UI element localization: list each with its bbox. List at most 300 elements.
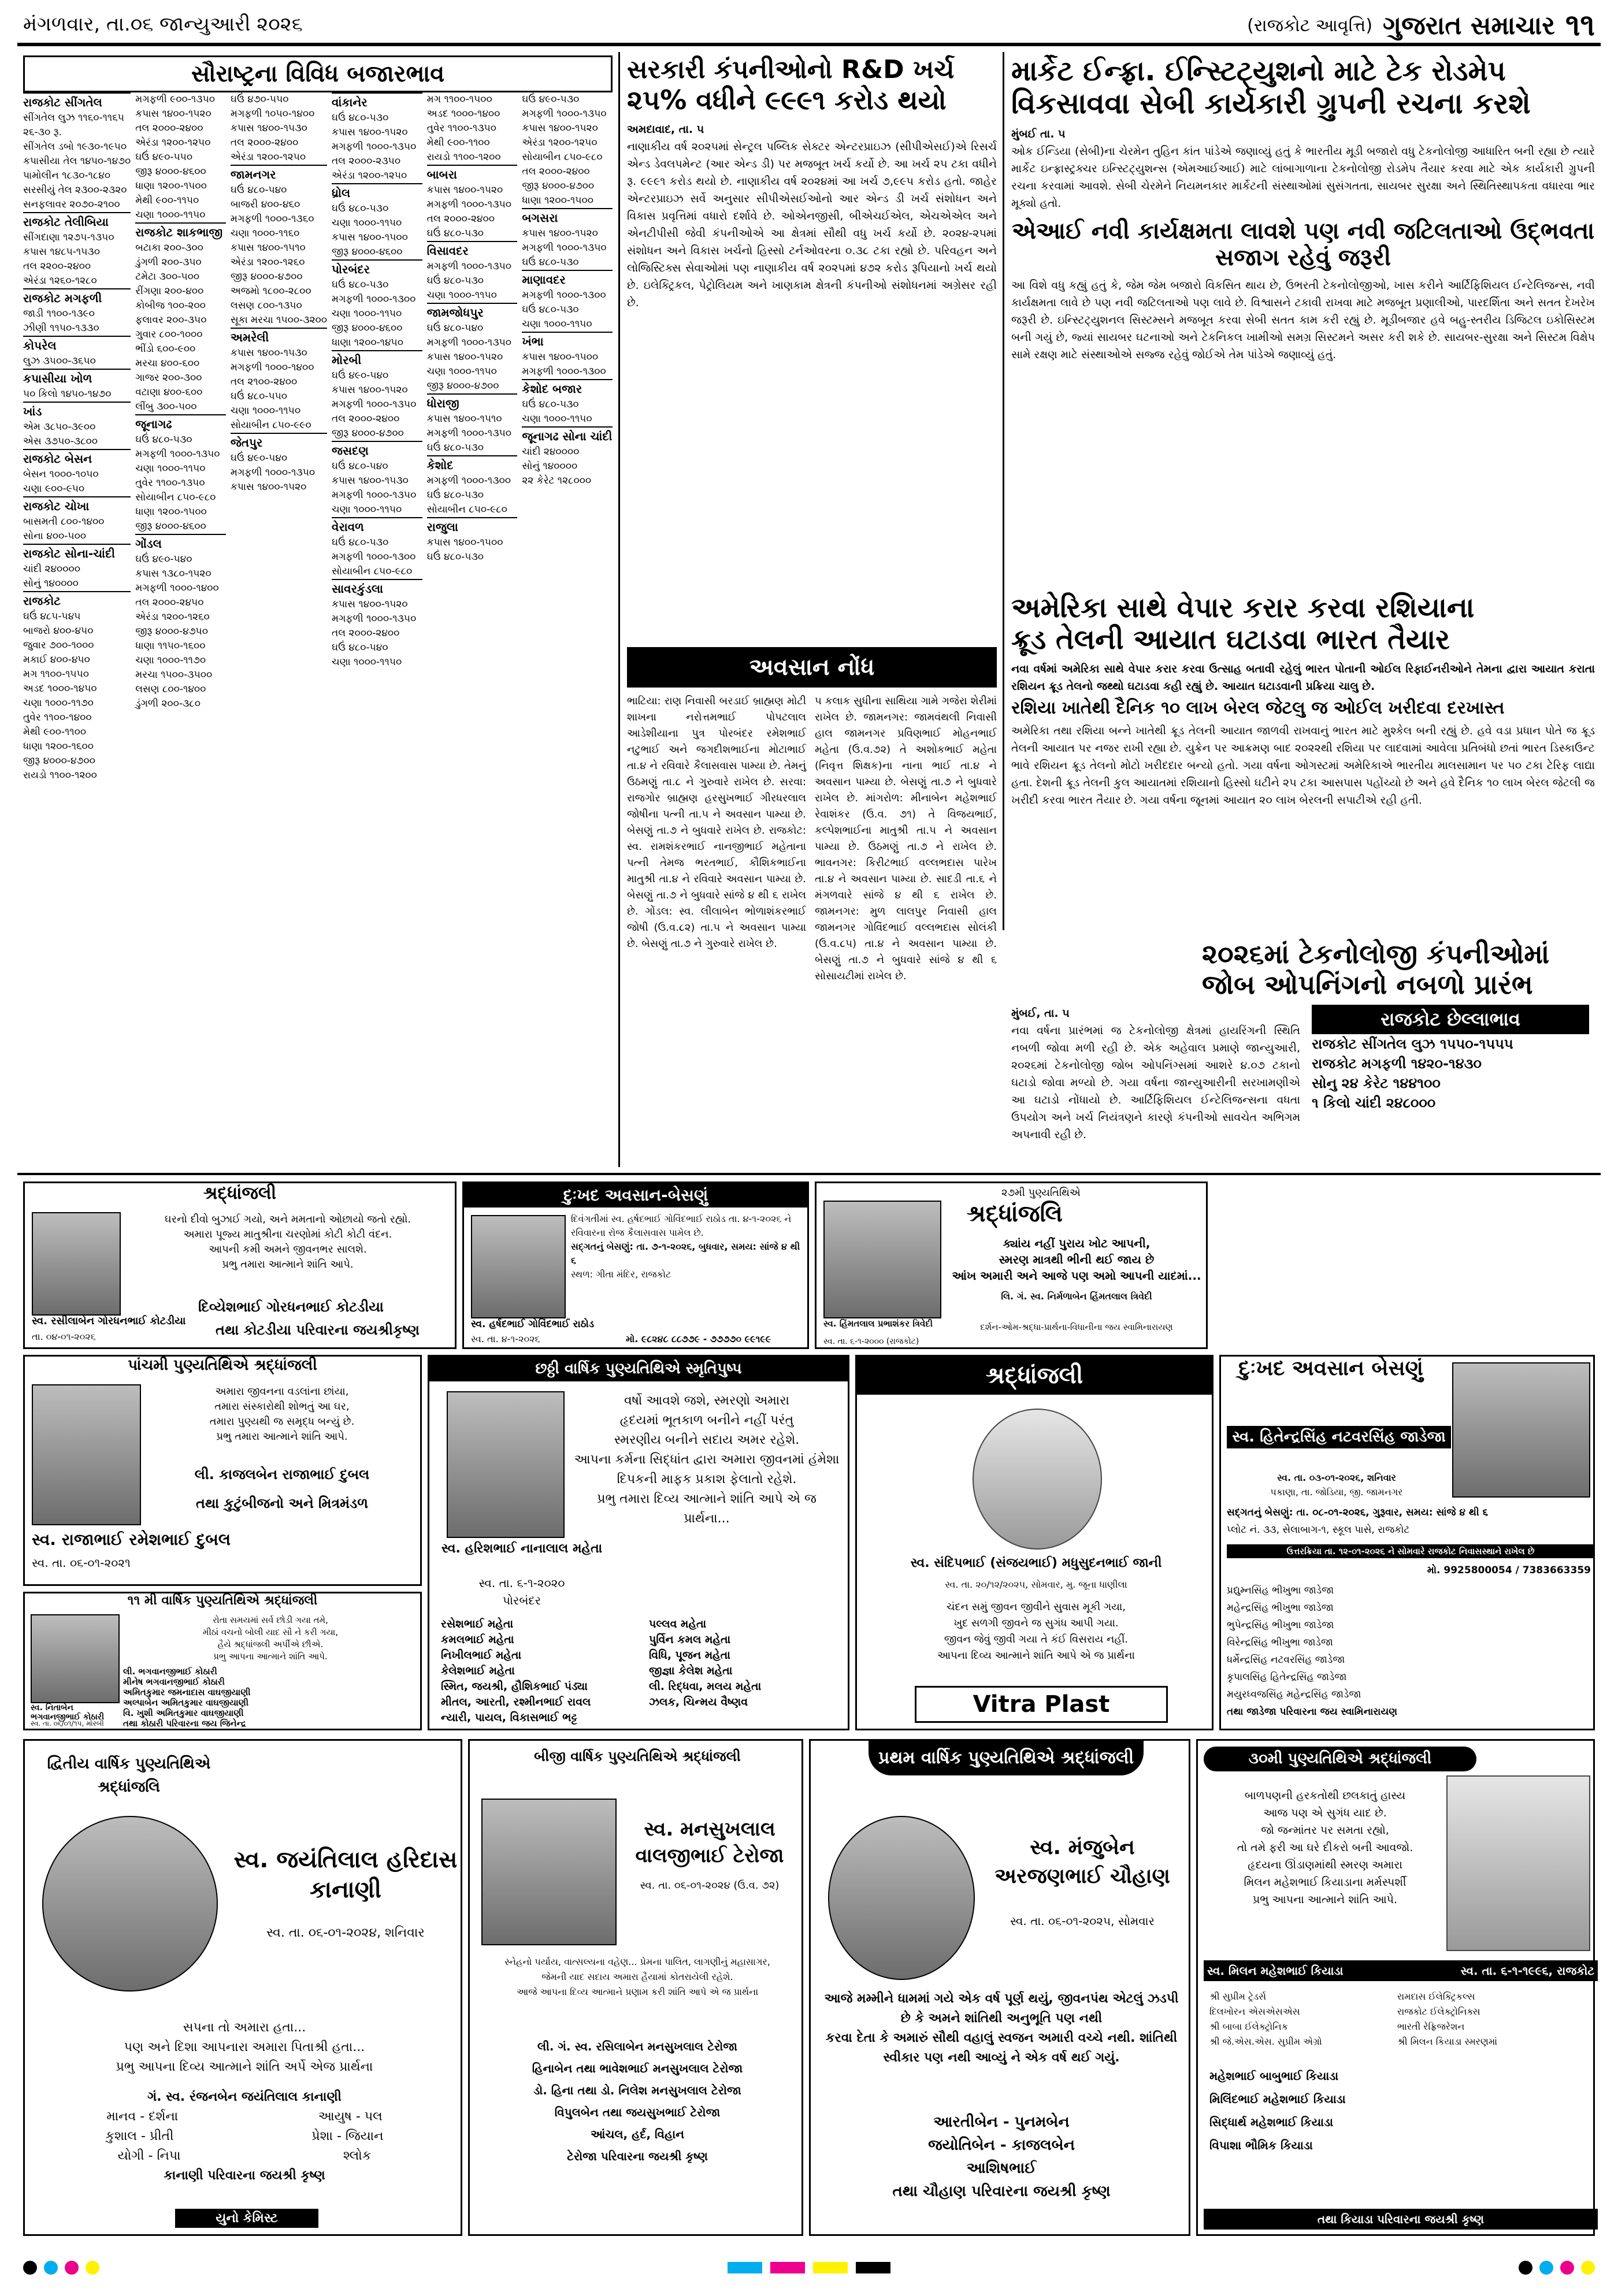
market-group-name: જૂનાગઢ — [135, 414, 226, 433]
masthead — [1247, 8, 1595, 43]
registration-dot — [86, 2261, 99, 2275]
ad-contact: મો. 9925800054 / 7383663359 — [1427, 1565, 1591, 1576]
market-row: કપાસ ૧૪૦૦-૧૫૨૦ — [230, 481, 307, 493]
sponsor-name: શ્રી બાબા ઈલેક્ટ્રોનિક — [1209, 2021, 1288, 2032]
article-rd-body: નાણાકીય વર્ષ ૨૦૨૫માં સેન્ટ્રલ પબ્લિક સેક્ટર એન્ટરપ્રાઇઝ (સીપીએસઈ)એ રિસર્ચ એન્ડ ડેવલપમેન્ટ (આર એન્ડ ડી) પર મજબૂત ખર્ચ કર્યો છે. આ ખર્ચ ૨૫ ટકા વધીને રૂ. ૯૯૯૧ કરોડ થયો છે. નાણાકીય વર્ષ ૨૦૨૪માં આ ખર્ચ ૭,૯૯૫ કરોડ હતો. જાહેર એન્ટરપ્રાઇઝ સર્વે અનુસાર સીપીએસઈઓનો આર એન્ડ ડી ખર્ચ સંશોધન અને વિકાસ પ્રવૃત્તિમાં વધારો દર્શાવે છે. ઓએનજીસી, બીએચઈએલ, એચએએલ અને એનટીપીસી જેવી કંપનીઓએ આ ક્ષેત્રમાં સૌથી વધુ ખર્ચ કર્યો છે. ૨૦૨૪-૨૫માં સંશોધન અને વિકાસ ખર્ચનો હિસ્સો ટર્નઓવરના ૦.૩૮ ટકા રહ્યો છે. પરિવહન અને લોજિસ્ટિક્સ સેવાઓમાં પણ નાણાકીય વર્ષ ૨૦૨૫માં ૪૭૨ કરોડ રૂપિયાનો ખર્ચ થયો છે. ઇલેક્ટ્રિકલ, પેટ્રોલિયમ અને ખાણકામ ક્ષેત્રની કંપનીઓ સંશોધનમાં અગ્રેસર રહી છે. — [627, 140, 997, 310]
market-row: તુવેર ૧૧૦૦-૧૪૦૦ — [23, 712, 92, 723]
family-member: વિધિ, પૂજન મહેતા — [649, 1649, 730, 1662]
ad-line: સ્મરણ માત્રથી ભીની થઈ જાય છે — [999, 1253, 1155, 1266]
market-column — [135, 92, 226, 1161]
ad-title: શ્રદ્ધાંજલિ — [967, 1201, 1063, 1227]
family-member: અમિતકુમાર જમનાદાસ વાઘજીયાણી — [123, 1687, 251, 1697]
market-row: ચાંદી ૨૪૦૦૦૦ — [522, 446, 580, 458]
market-row: મગફળી ૧૦૦૦-૧૩૦૦ — [522, 366, 606, 377]
ad-uttarkriya: ઉત્તરક્રિયા તા. ૧૨-૦૧-૨૦૨૬ ને સોમવારે રાજકોટ નિવાસસ્થાને રાખેલ છે — [1227, 1544, 1594, 1558]
family-member: મીનેષ ભગવાનજીભાઈ કોઠારી — [123, 1677, 225, 1687]
market-row: ડુંગળી ૨૦૦-૩૫૦ — [135, 257, 202, 268]
ad-line: પ્રભુ તમારા દિવ્ય આત્માને શાંતિ આપે એ જ પ્રાર્થના... — [597, 1492, 817, 1526]
market-group-name: મોરબી — [332, 350, 422, 369]
market-row: લીંબુ ૩૦૦-૫૦૦ — [135, 401, 197, 413]
ad-name: સ્વ. મંજુબેન અરજણભાઈ ચૌહાણ — [994, 1836, 1170, 1888]
family-member: ભુપેન્દ્રસિંહ ભીખુભા જાડેજા — [1227, 1619, 1334, 1631]
market-row: સોયાબીન ૮૫૦-૯૮૦ — [426, 504, 507, 515]
market-row: બાજરી ૪૦૦-૪૬૦ — [230, 199, 300, 210]
market-row: મકાઈ ૪૦૦-૪૫૦ — [23, 654, 90, 666]
article-russia-headline1: અમેરિકા સાથે વેપાર કરાર કરવા રશિયાના — [1011, 592, 1475, 624]
market-group-name: રાજકોટ સોના-ચાંદી — [23, 544, 131, 562]
obituary-col1 — [627, 693, 806, 1167]
edition-label: (રાજકોટ આવૃત્તિ) — [1247, 16, 1373, 36]
market-row: મેથી ૯૦૦-૧૧૫૦ — [135, 195, 199, 206]
market-row: ચણા ૧૦૦૦-૧૧૫૦ — [332, 217, 402, 229]
market-row: ઘઉં ૪૭૦-૫૫૦ — [230, 94, 289, 105]
ad-besnu-hitendrasinh — [1219, 1355, 1595, 1730]
market-row: કપાસ ૧૪૦૦-૧૫૨૦ — [332, 384, 408, 396]
market-row: કપાસ ૧૪૦૦-૧૫૨૦ — [522, 122, 598, 134]
market-row: ઘઉં ૪૮૦-૫૩૦ — [426, 228, 484, 239]
ad-smrutipushp-harishbhai — [428, 1355, 849, 1730]
sponsor-name: શ્રી સુપ્રીમ ટ્રેડર્સ — [1209, 1991, 1267, 2002]
market-row: રાયડો ૧૧૦૦-૧૨૦૦ — [23, 770, 97, 781]
ad-line: હૈયે શ્રદ્ધાંજલી અર્પીએ છીએ. — [217, 1639, 324, 1649]
market-row: જીરૂ ૪૦૦૦-૪૭૦૦ — [522, 180, 595, 192]
market-row: ચણા ૯૦૦-૯૫૦ — [23, 483, 85, 495]
market-row: ચણા ૧૦૦૦-૧૧૫૦ — [522, 318, 592, 330]
ad-line: સપના તો અમારા હતા... — [183, 2020, 306, 2035]
ad-name: સ્વ. હિંમતલાલ પ્રભાશંકર ત્રિવેદી — [823, 1318, 933, 1329]
market-row: ગાજર ૨૦૦-૩૦૦ — [135, 372, 202, 384]
market-row: ઘઉં ૪૮૦-૫૪૦ — [332, 460, 388, 472]
ad-title: પ્રથમ વાર્ષિક પુણ્યતિથિએ શ્રદ્ધાંજલી — [869, 1741, 1144, 1775]
portrait-photo — [42, 1816, 218, 1992]
registration-bar — [856, 2262, 890, 2273]
market-row: પામોલીન ૧૮૩૦-૧૮૪૦ — [23, 170, 111, 181]
market-row: ભીંડો ૬૦૦-૯૦૦ — [135, 343, 196, 355]
family-member: લી. ગં. સ્વ. રસિલાબેન મનસુખલાલ ટેરોજા — [537, 2039, 737, 2053]
registration-dot — [1560, 2261, 1574, 2275]
family-member: ડો. હિના તથા ડો. નિલેશ મનસુખલાલ ટેરોજા — [533, 2083, 741, 2097]
market-row: એરંડા ૧૨૬૦-૧૨૮૦ — [23, 275, 97, 287]
ad-line: તમારા સંસ્કારોથી શોભતું આ ઘર, — [214, 1400, 350, 1413]
ad-punyatithi-rajabhai — [23, 1355, 422, 1586]
market-group-name: કોપરેલ — [23, 336, 131, 354]
article-sebi-headline2: વિકસાવવા સેબી કાર્યકારી ગ્રુપની રચના કરશે — [1011, 87, 1531, 121]
rajkot-rate-row: ૧ કિલો ચાંદી ૨૪૮૦૦૦ — [1312, 1094, 1436, 1111]
family-member: કમલભાઈ મહેતા — [441, 1633, 514, 1646]
family-member: અલ્પાબેન અમિતકુમાર વાઘજીયાણી — [123, 1697, 248, 1708]
ad-name: સ્વ. હરિશભાઈ નાનાલાલ મહેતા — [441, 1541, 603, 1556]
ad-line: હૃદયમાં ભૂતકાળ બનીને નહીં પરંતુ — [619, 1413, 794, 1428]
color-bars — [728, 2262, 890, 2273]
market-row: ઘઉં ૪૯૦-૫૪૦ — [332, 370, 389, 381]
obituary-text-2: ૫ કલાક સુધીના સાથિયા ગામે ગજેરા શેરીમાં રાખેલ છે. જામનગર: જામવંથલી નિવાસી હાલ જામનગર પ્રવિણભાઈ મોહનભાઈ મહેતા (ઉ.વ.૭૨) તે અશોકભાઈ મહેતા (નિવૃત્ત શિક્ષક)ના નાના ભાઈ તા.૪ ને અવસાન પામ્યા છે. બેસણું તા.૭ ને બુધવારે રાખેલ છે. માંગરોળ: મીનાબેન મહેશભાઈ રેવાશંકર (ઉ.વ. ૭૧) તે વિજયભાઈ, કલ્પેશભાઈના માતુશ્રી તા.૫ ને અવસાન પામ્યા છે. ઉઠમણું તા.૭ ને રાખેલ છે. ભાવનગર: કિરીટભાઈ વલ્લભદાસ પારેખ તા.૪ ને અવસાન પામ્યા છે. સાદડી તા.૬ ને મંગળવારે સાંજે ૪ થી ૬ રાખેલ છે. જામનગર: મુળ લાલપુર નિવાસી હાલ જામનગર ગોવિંદભાઈ વલ્લભદાસ સોલંકી (ઉ.વ.૮૫) તા.૪ ને અવસાન પામ્યા છે. બેસણું તા.૭ ને બુધવારે સાંજે ૪ થી ૬ સોસાયટીમાં રાખેલ છે. — [815, 695, 997, 982]
market-title: સૌરાષ્ટ્રના વિવિધ બજારભાવ — [23, 55, 613, 92]
ad-line: અમારા જીવનના વડલાંના છાંયા, — [215, 1385, 349, 1398]
market-row: જીરૂ ૪૦૦૦-૪૬૦૦ — [332, 322, 403, 334]
ad-line: અમારા પૂજ્ય માતુશ્રીના ચરણોમાં કોટી કોટી વંદન. — [183, 1228, 392, 1240]
article-sebi-dateline: મુંબઈ તા. ૫ — [1011, 127, 1066, 140]
market-row: એરંડા ૧૨૦૦-૧૨૫૦ — [522, 137, 598, 148]
market-row: જીરૂ ૪૦૦૦-૪૭૦૦ — [230, 271, 303, 283]
ad-line: જેમની યાદ સદાય અમારા હૈયામાં કોતરાયેલી રહેશે. — [541, 1971, 733, 1982]
market-row: ઘઉં ૪૯૦-૫૩૦ — [522, 94, 580, 105]
ad-shraddhanjali-manjuben — [809, 1739, 1190, 2236]
ad-name: સ્વ. હર્ષદભાઈ ગોવિંદભાઈ રાઠોડ — [471, 1318, 595, 1330]
market-row: ચણા ૧૦૦૦-૧૧૫૦ — [332, 308, 402, 319]
market-group-name: સાવરકુંડલા — [332, 579, 422, 597]
market-row: એસ ૩૭૫૦-૩૮૦૦ — [23, 436, 98, 447]
registration-dot — [1581, 2261, 1595, 2275]
ad-phone: મો. ૯૮૨૪૮ ૮૮૭૭૯ - ૭૭૭૭૦ ૯૯૧૯૯ — [626, 1333, 771, 1344]
market-row: ચણા ૧૦૦૦-૧૧૭૦ — [135, 655, 206, 666]
color-dots-left — [23, 2261, 99, 2275]
market-group-name: જૂનાગઢ સોના ચાંદી — [522, 426, 613, 445]
ad-title: પાંચમી પુણ્યતિથિએ શ્રદ્ધાંજલી — [128, 1357, 317, 1374]
market-row: ઘઉં ૪૮૦-૫૩૦ — [332, 112, 389, 124]
market-row: ઘઉં ૪૮૦-૫૪૦ — [426, 322, 484, 334]
market-row: મગફળી ૧૦૦૦-૧૩૦૦ — [332, 293, 416, 305]
ad-shraddhanjali-mansukhlal — [468, 1739, 803, 2236]
market-row: જીરૂ ૪૦૦૦-૪૭૦૦ — [426, 380, 499, 392]
market-row: કપાસ ૧૪૦૦-૧૫૨૦ — [332, 127, 408, 138]
market-row: મગફળી ૧૦૦૦-૧૩૫૦ — [426, 199, 511, 210]
ad-name: સ્વ. હિતેન્દ્રસિંહ નટવરસિંહ જાડેજા — [1227, 1426, 1451, 1448]
market-row: એરંડા ૧૨૦૦-૧૨૫૦ — [135, 137, 211, 148]
market-row: રાયડો ૧૧૦૦-૧૨૦૦ — [426, 151, 501, 163]
portrait-photo — [481, 1799, 617, 1945]
obituary-title: અવસાન નોંધ — [749, 654, 875, 681]
market-row: ઘઉં ૪૮૦-૫૩૦ — [426, 275, 484, 287]
market-row: ૨૬-૩૦ રૂ. — [23, 127, 62, 138]
market-row: તલ ૨૦૦૦-૨૪૦૦ — [522, 166, 590, 177]
portrait-photo — [32, 1212, 121, 1316]
market-row: સોના ૪૦૦-૫૦૦ — [23, 530, 87, 542]
family-member: તથા ચૌહાણ પરિવારના જયશ્રી કૃષ્ણ — [892, 2183, 1111, 2200]
page-number: ૧૧ — [1565, 8, 1595, 43]
market-row: મેથી ૯૦૦-૧૧૦૦ — [426, 137, 490, 148]
family-member: હિનાબેન તથા ભાવેશભાઈ મનસુખલાલ ટેરોજા — [532, 2061, 743, 2075]
market-group-name: ધોરાજી — [427, 393, 518, 412]
ad-line: બાળપણની હરકતોથી છલકાતું હાસ્ય — [1244, 1789, 1406, 1802]
portrait-photo — [828, 1816, 975, 1980]
ad-place: પોરબંદર — [503, 1593, 541, 1607]
market-row: એરંડા ૧૨૦૦-૧૨૫૦ — [230, 151, 306, 163]
ad-line: વર્ષો આવશે જશે, સ્મરણો અમારા — [624, 1394, 790, 1408]
market-row: સરસીયું તેલ ૨૩૦૦-૨૩૨૦ — [23, 184, 127, 196]
ad-date: સ્વ. તા. ૨૦/૧૨/૨૦૨૫, સોમવાર, મુ. જૂના ધાણીલા — [945, 1579, 1127, 1590]
market-row: ઘઉં ૪૮૦-૫૩૦ — [426, 489, 484, 501]
ad-line: સદ્ગતનું બેસણું: તા. ૭-૧-૨૦૨૬, બુધવાર, સમય: સાંજે ૪ થી ૬ — [571, 1241, 800, 1266]
market-row: બાસમતી ૮૦૦-૧૪૦૦ — [23, 516, 105, 527]
ad-date: સ્વ. તા. ૪-૧-૨૦૨૬ — [471, 1333, 540, 1344]
market-row: એમ ૩૮૫૦-૩૯૦૦ — [23, 421, 96, 433]
rajkot-rate-title: રાજકોટ છેલ્લાભાવ — [1312, 1005, 1589, 1034]
ad-line: જીવન જેવું જીવી ગયા તે કંઈ વિસરાય નહીં. — [944, 1633, 1129, 1645]
market-row: તલ ૨૦૦૦-૨૪૦૦ — [332, 413, 400, 425]
article-russia-intro: નવા વર્ષમાં અમેરિકા સાથે વેપાર કરાર કરવા ઉત્સાહ બતાવી રહેલું ભારત પોતાની ઓઈલ રિફાઈનરીઓને તેમના દ્વારા આયાત કરાતા રશિયન ક્રૂડ તેલનો જથ્થો ઘટાડવા કહી રહ્યું છે. આયાત ઘટાડવાની પ્રક્રિયા ચાલુ છે. — [1011, 663, 1595, 693]
market-row: તલ ૨૦૦૦-૨૪૦૦ — [332, 627, 400, 639]
article-rd-headline2: ૨૫% વધીને ૯૯૯૧ કરોડ થયો — [627, 84, 947, 116]
ad-line: દિવંગતીમાં સ્વ. હર્ષદભાઈ ગોવિંદભાઈ રાઠોડ તા. ૪-૧-૨૦૨૬ ને રવિવારના રોજ કૈલાસવાસ પામેલ છે. — [571, 1213, 792, 1238]
market-row: કપાસ ૧૪૦૦-૧૫૦૦ — [522, 351, 599, 363]
market-row: મગફળી ૧૦૦૦-૧૩૦૦ — [332, 551, 416, 563]
color-dots-right — [1519, 2261, 1595, 2275]
market-row: તુવેર ૧૧૦૦-૧૩૫૦ — [135, 477, 205, 489]
ad-line: તો તમે ફરી આ ઘરે દીકરો બની આવજો. — [1237, 1841, 1413, 1854]
market-group-name: ગોંડલ — [135, 534, 226, 552]
family-member: નિખીલભાઈ મહેતા — [441, 1649, 522, 1662]
market-row: જીરૂ ૪૦૦૦-૪૬૦૦ — [135, 166, 206, 177]
family-member: શ્લોક — [343, 2149, 372, 2163]
market-row: બેસન ૧૦૦૦-૧૦૫૦ — [23, 469, 99, 480]
family-member: માનવ - દર્શના — [106, 2109, 179, 2124]
market-row: ઘઉં ૪૮૫-૫૪૫ — [23, 611, 81, 622]
market-row: કપાસ ૧૪૦૦-૧૫૦૦ — [426, 537, 503, 548]
market-row: તલ ૨૧૦૦-૨૪૦૦ — [230, 376, 298, 388]
market-row: જીરૂ ૪૦૦૦-૪૭૦૦ — [23, 755, 95, 767]
ad-line: રોતા સમયમાં સર્વ છોડી ગયા તમે, — [213, 1615, 328, 1625]
family-member: મીતલ, આરતી, રશ્મીનભાઈ રાવલ — [441, 1696, 591, 1708]
market-row: ઘઉં ૪૮૦-૫૩૦ — [332, 203, 389, 214]
market-row: ચણા ૧૦૦૦-૧૧૫૦ — [522, 413, 592, 425]
market-group-name: ધ્રોલ — [332, 183, 422, 202]
ad-line: પણ અને દિશા આપનારા અમારા પિતાશ્રી હતા... — [124, 2040, 365, 2054]
ad-line: મિલન મહેશભાઈ કિયાડાના મર્મસ્પર્શી — [1244, 1876, 1407, 1889]
ad-date: સ્વ. તા. ૦૬-૦૧-૨૦૨૫, સોમવાર — [1010, 1914, 1155, 1928]
ad-shraddhanjali-jayantilal — [23, 1739, 462, 2236]
market-row: અજમો ૧૮૦૦-૨૮૦૦ — [230, 285, 311, 297]
market-row: એરંડા ૧૨૦૦-૧૨૬૦ — [230, 257, 305, 268]
market-row: ચણા ૧૦૦૦-૧૧૭૦ — [23, 697, 94, 709]
market-row: ધાણા ૧૨૦૦-૧૫૦૦ — [135, 506, 207, 518]
article-rd-headline1: સરકારી કંપનીઓનો R&D ખર્ચ — [627, 55, 955, 84]
family-member: આયુષ - પલ — [318, 2109, 383, 2124]
market-group-name: જેતપુર — [231, 433, 327, 451]
market-row: ઘઉં ૪૮૦-૫૩૦ — [332, 279, 389, 291]
market-row: ગુવાર ૮૦૦-૧૦૦૦ — [135, 329, 203, 340]
family-member: સિદ્ધાર્થ મહેશભાઈ કિયાડા — [1209, 2115, 1333, 2129]
family-member: કુશાલ - પ્રીતી — [105, 2129, 174, 2143]
market-row: ધાણા ૧૧૫૦-૧૬૦૦ — [135, 640, 206, 652]
ad-family: તથા કોટડીયા પરિવારના જયશ્રીકૃષ્ણ — [216, 1322, 420, 1338]
sponsor-name: ભારતી રેફ્રિજરેશન — [1397, 2021, 1465, 2032]
article-jobs-headline2: જોબ ઓપનિંગનો નબળો પ્રારંભ — [1202, 968, 1533, 1000]
market-row: મગ ૧૧૦૦-૧૫૫૦ — [23, 668, 89, 680]
ad-title: દુઃખદ અવસાન-બેસણું — [464, 1183, 807, 1208]
ad-name: સ્વ. મનસુખલાલ વાલજીભાઈ ટેરોજા — [635, 1818, 784, 1867]
family-member: પ્રેશા - જિયાન — [311, 2129, 384, 2143]
registration-dot — [23, 2261, 37, 2275]
market-row: મગફળી ૧૦૫૦-૧૪૦૦ — [230, 108, 315, 120]
family-member: આંચલ, હર્દ, વિહાન — [590, 2127, 685, 2141]
rajkot-rate-row: રાજકોટ મગફળી ૧૪૨૦-૧૪૩૦ — [1312, 1055, 1482, 1072]
market-row: વટાણા ૪૦૦-૬૦૦ — [135, 387, 203, 398]
ad-line: હૃદયના ઊંડાણમાંથી સ્મરણ અમારા — [1248, 1859, 1402, 1871]
market-row: મગફળી ૧૦૦૦-૧૩૦૦ — [426, 475, 511, 486]
market-row: સનફલાવર ૨૦૭૦-૨૧૦૦ — [23, 199, 120, 210]
family-member: આશિષભાઈ — [966, 2160, 1037, 2177]
market-group-name: ખાંડ — [23, 402, 131, 420]
family-member: મહેન્દ્રસિંહ ભીખુભા જાડેજા — [1227, 1602, 1334, 1614]
obituary-col2 — [815, 693, 997, 1167]
market-group-name: વિસાવદર — [427, 241, 518, 259]
market-row: સોયાબીન ૮૫૦-૯૯૦ — [230, 419, 311, 431]
ad-place: પકાણા, તા. જોડિયા, જી. જામનગર — [1270, 1487, 1403, 1498]
market-row: ઘઉં ૪૯૦-૫૪૦ — [135, 553, 192, 565]
ad-from: લી. કાજલબેન રાજાભાઈ દુબલ — [194, 1466, 370, 1483]
family-member: લી. રિદ્ધવા, મલય મહેતા — [649, 1680, 762, 1693]
market-row: સીંગદાણા ૧૨૭૫-૧૩૫૦ — [23, 232, 114, 243]
market-group-name: ખંભા — [522, 332, 613, 350]
family-member: પ્રદ્યુમ્નસિંહ ભીખુભા જાડેજા — [1227, 1585, 1334, 1596]
market-row: મરચા ૪૦૦-૬૦૦ — [135, 358, 200, 369]
market-row: ચણા ૧૦૦૦-૧૧૫૦ — [426, 366, 497, 377]
ad-name: સ્વ. સંદિપભાઈ (સંજયભાઈ) મધુસુદનભાઈ જાની — [910, 1556, 1162, 1570]
market-group-name: રાજકોટ ચોખા — [23, 496, 131, 515]
sponsor-name: રામદાસ ઈલેક્ટ્રિકલ્સ — [1397, 1991, 1475, 2002]
market-row: ચણા ૧૦૦૦-૧૧૫૦ — [135, 209, 206, 221]
family-member: વિપાશા ભૌમિક કિયાડા — [1209, 2138, 1313, 2152]
market-column — [332, 92, 422, 1161]
registration-dot — [1519, 2261, 1532, 2275]
registration-bar — [813, 2262, 848, 2273]
market-row: જીરૂ ૪૦૦૦-૪૭૦૦ — [332, 428, 404, 439]
market-row: ઘઉં ૪૮૦-૫૩૦ — [332, 537, 389, 548]
market-row: ધાણા ૧૨૦૦-૧૫૦૦ — [135, 180, 207, 192]
portrait-photo — [823, 1201, 941, 1318]
market-row: ઘઉં ૪૮૦-૫૩૦ — [522, 304, 579, 315]
market-row: મગફળી ૧૦૦૦-૧૩૫૦ — [426, 428, 511, 439]
market-row: રીંગણા ૨૦૦-૪૦૦ — [135, 285, 204, 297]
registration-bar — [728, 2262, 762, 2273]
market-row: તુવેર ૧૧૦૦-૧૩૫૦ — [426, 122, 497, 134]
market-row: ઘઉં ૪૮૦-૫૩૦ — [426, 551, 484, 563]
market-row: મગફળી ૯૦૦-૧૩૫૦ — [135, 94, 215, 105]
family-member: સ્મિત, જયશ્રી, હૌશિકભાઈ પંડ્યા — [441, 1680, 588, 1693]
family-member: તથા કિયાડા પરિવારના જયશ્રી કૃષ્ણ — [1204, 2209, 1598, 2230]
market-row: સોનું ૧૪૦૦૦૦ — [522, 460, 578, 472]
market-group-name: રાજુલા — [427, 517, 518, 536]
market-row: મગફળી ૧૦૦૦-૧૩૦૦ — [522, 289, 606, 301]
market-column — [23, 92, 131, 1161]
ad-line: સ્નેહનો પર્યાય, વાત્સલ્યના વહેણ... પ્રેમના પાલિત, લાગણીનું મહાસાગર, — [504, 1956, 770, 1967]
article-jobs-dateline: મુંબઈ, તા. ૫ — [1011, 1006, 1070, 1020]
market-row: લસણ ૮૦૦-૧૩૫૦ — [230, 300, 302, 311]
market-row: મગફળી ૧૦૦૦-૧૪૦૦ — [230, 362, 314, 373]
ads-rule — [17, 1173, 1601, 1175]
market-row: ધાણા ૧૨૦૦-૧૫૦૦ — [522, 195, 593, 206]
ad-besnu: સદ્ગતનું બેસણું: તા. ૦૮-૦૧-૨૦૨૬, ગુરૂવાર, સમય: સાંજે ૪ થી ૬ — [1227, 1507, 1489, 1518]
ad-line: આંખ અમારી અને આજે પણ અમો આપની યાદમાં... — [952, 1269, 1201, 1283]
ad-title: ૩૦મી પુણ્યતિથિએ શ્રદ્ધાંજલી — [1204, 1747, 1476, 1771]
market-row: લુઝ ૩૫૦૦-૩૬૫૦ — [23, 355, 96, 367]
article-russia-subhead: રશિયા ખાતેથી દૈનિક ૧૦ લાખ બેરલ જેટલુ જ ઓઈલ ખરીદવા દરખાસ્ત — [1011, 698, 1505, 719]
article-sebi-subhead: એઆઈ નવી કાર્યક્ષમતા લાવશે પણ નવી જટિલતાઓ ઉદ્ભવતા સજાગ રહેવું જરૂરી — [1011, 217, 1595, 271]
family-member: મિલિંદભાઈ મહેશભાઈ કિયાડા — [1209, 2092, 1346, 2106]
rajkot-rate-row: સોનુ ૨૪ કેરેટ ૧૪૪૧૦૦ — [1312, 1075, 1441, 1091]
sponsor-name: શ્રી મિલન કિયાડા સ્મરણમાં — [1397, 2036, 1498, 2047]
market-row: એરંડા ૧૨૦૦-૧૨૬૦ — [135, 611, 210, 623]
article-jobs-headline1: ૨૦૨૬માં ટેકનોલોજી કંપનીઓમાં — [1202, 938, 1550, 969]
header-rule — [17, 43, 1601, 46]
ad-title: શ્રદ્ધાંજલી — [857, 1357, 1212, 1395]
market-row: કપાસ ૧૪૦૦-૧૫૧૦ — [230, 242, 306, 254]
family-member: ન્યારી, પાયલ, વિકાસભાઈ ભટ્ટ — [441, 1711, 577, 1724]
market-row: મગફળી ૧૦૦૦-૧૩૫૦ — [332, 399, 417, 410]
article-jobs-body: નવા વર્ષના પ્રારંભમાં જ ટેકનોલોજી ક્ષેત્રમાં હાયરિંગની સ્થિતિ નબળી જોવા મળી રહી છે. એક અહેવાલ પ્રમાણે જાન્યુઆરી, ૨૦૨૬માં ટેકનોલોજી જોબ ઓપનિંગ્સમાં આશરે ૪.૦૭ ટકાનો ઘટાડો જોવા મળ્યો છે. ગયા વર્ષના જાન્યુઆરીની સરખામણીએ આ ઘટાડો નોંધાયો છે. આર્ટિફિશિયલ ઈન્ટેલિજન્સના વધતા ઉપયોગ અને ખર્ચ નિયંત્રણને કારણે કંપનીઓ સાવચેત અભિગમ અપનાવી રહી છે. — [1011, 1024, 1300, 1141]
market-row: બાજરો ૪૦૦-૪૫૦ — [23, 625, 94, 637]
registration-bar — [770, 2262, 805, 2273]
market-row: મગફળી ૧૦૦૦-૧૩૫૦ — [332, 141, 417, 153]
market-row: મગ ૧૧૦૦-૧૫૦૦ — [426, 94, 492, 105]
ad-shraddhanjali-himmatlal — [815, 1182, 1208, 1349]
market-row: કપાસ ૧૪૮૫-૧૫૩૦ — [23, 246, 100, 258]
market-row: મગફળી ૧૦૦૦-૧૩૬૦ — [230, 213, 314, 225]
article-russia-headline2: ક્રૂડ તેલની આયાત ઘટાડવા ભારત તૈયાર — [1011, 623, 1450, 656]
ad-family: તથા કુટુંબીજનો અને મિત્રમંડળ — [195, 1495, 369, 1511]
market-column — [522, 92, 613, 1161]
article-jobs — [1011, 939, 1595, 1170]
market-row: ચણા ૧૦૦૦-૧૧૫૦ — [332, 504, 402, 515]
registration-dot — [1539, 2261, 1553, 2275]
market-row: અડદ ૧૦૦૦-૧૪૦૦ — [426, 108, 500, 120]
article-russia — [1011, 592, 1595, 933]
ad-line: સ્મરણીય બનીને સદાય અમર રહેશે. — [614, 1433, 800, 1447]
family-member: ટેરોજા પરિવારના જયશ્રી કૃષ્ણ — [567, 2149, 708, 2163]
ad-title: બીજી વાર્ષિક પુણ્યતિથિએ શ્રદ્ધાંજલી — [534, 1748, 741, 1764]
market-row: મગફળી ૧૦૦૦-૧૩૫૦ — [230, 467, 316, 478]
family-member: મયુરધ્વજસિંહ મહેન્દ્રસિંહ જાડેજા — [1227, 1689, 1361, 1700]
ad-date: સ્વ. તા. ૬-૧-૨૦૦૦ (રાજકોટ) — [823, 1337, 919, 1346]
ad-date: સ્વ. તા. ૬-૧-૧૯૯૬, રાજકોટ — [1460, 1964, 1594, 1978]
market-row: જીરૂ ૪૦૦૦-૪૭૫૦ — [135, 626, 208, 637]
market-row: કપાસ ૧૪૦૦-૧૫૨૦ — [522, 228, 598, 239]
family-member: પલ્લવ મહેતા — [649, 1618, 707, 1630]
column-divider — [1003, 52, 1004, 930]
market-row: ઘઉં ૪૮૦-૫૪૦ — [332, 642, 388, 653]
ad-line: ખુદ સળગી જીવને જ સુગંધ આપી ગયા. — [953, 1617, 1119, 1629]
market-row: તલ ૨૨૦૦-૨૪૦૦ — [23, 261, 91, 272]
ad-shraddhanjali-nitaben — [23, 1592, 422, 1730]
column-divider — [618, 52, 620, 1167]
portrait-photo — [1452, 1362, 1590, 1498]
market-row: કપાસ ૧૪૦૦-૧૫૩૦ — [332, 475, 409, 486]
market-row: મગફળી ૧૦૦૦-૧૩૫૦ — [426, 337, 511, 348]
market-row: કપાસ ૧૪૦૦-૧૫૦૦ — [332, 232, 408, 243]
ad-line: જો જન્માંતર પર સમતા રહ્યો, — [1261, 1824, 1389, 1837]
market-row: તલ ૨૦૦૦-૨૪૦૦ — [230, 137, 299, 148]
ad-date: સ્વ. તા. ૦૬-૦૧-૨૦૨૧ — [32, 1556, 131, 1570]
market-row: ચણા ૧૦૦૦-૧૧૫૦ — [426, 289, 497, 301]
ad-line: ક્યાંય નહીં પુરાય ખોટ આપની, — [1003, 1236, 1151, 1250]
market-row: સોનું ૧૪૦૦૦૦ — [23, 578, 79, 589]
market-row: સોયાબીન ૮૫૦-૯૮૦ — [522, 151, 603, 163]
ad-name: સ્વ. મિલન મહેશભાઈ કિયાડા — [1207, 1964, 1344, 1978]
market-row: મગફળી ૧૦૦૦-૧૩૫૦ — [332, 489, 417, 501]
market-row: ઝીણી ૧૧૫૦-૧૩૩૦ — [23, 322, 99, 334]
market-row: કપાસ ૧૪૦૦-૧૫૨૦ — [135, 108, 211, 120]
market-row: ઘઉં ૪૮૦-૫૩૦ — [522, 257, 579, 268]
family-member: આરતીબેન - પુનમબેન — [933, 2113, 1070, 2131]
market-row: તલ ૨૦૦૦-૨૪૦૦ — [135, 122, 203, 134]
ad-title: છઠ્ઠી વાર્ષિક પુણ્યતિથિએ સ્મૃતિપુષ્પ — [429, 1357, 848, 1381]
ad-line: ચંદન સમું જીવન જીવીને સુવાસ મૂકી ગયા, — [947, 1601, 1126, 1613]
market-row: મગફળી ૧૦૦૦-૧૩૫૦ — [332, 613, 417, 625]
market-group-name: બાબરા — [427, 165, 518, 183]
market-row: કપાસ ૧૪૦૦-૧૫૩૦ — [230, 122, 307, 134]
ad-line: ઘરનો દીવો બુઝાઈ ગયો, અને મમતાનો ઓછાયો જતો રહ્યો. — [164, 1213, 411, 1225]
article-sebi — [1011, 55, 1595, 587]
